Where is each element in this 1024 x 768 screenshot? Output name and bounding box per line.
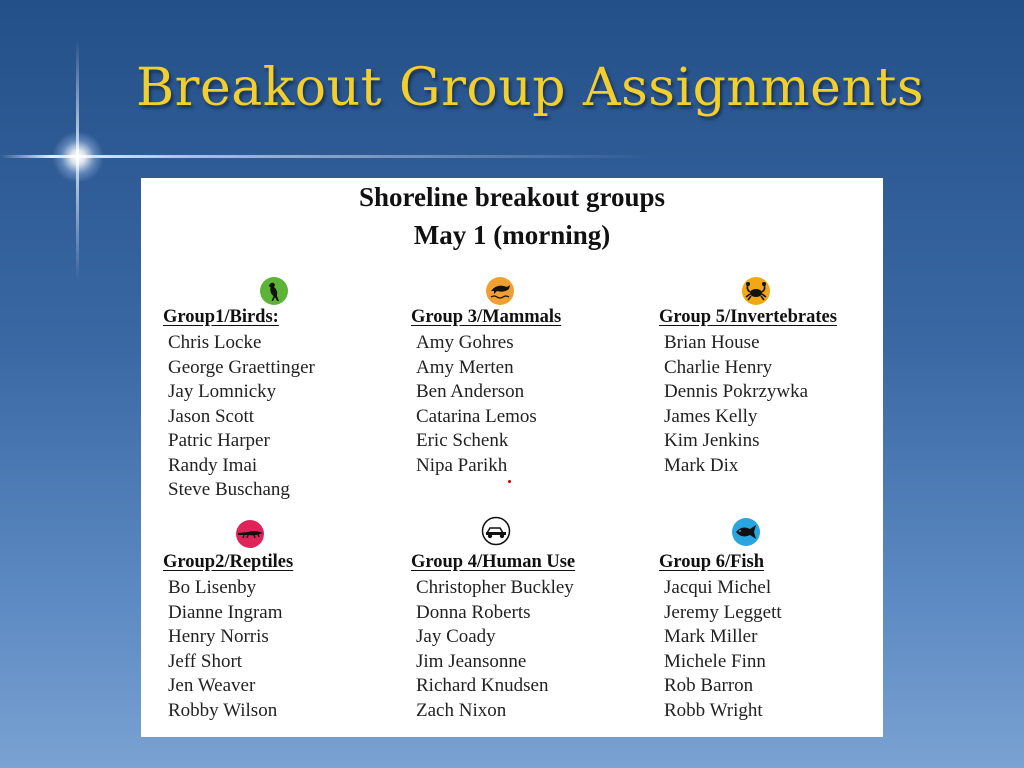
member-name: Christopher Buckley: [416, 577, 574, 598]
member-name: Dennis Pokrzywka: [664, 381, 809, 402]
crab-icon: [741, 276, 771, 306]
member-name: Jacqui Michel: [664, 577, 772, 598]
group-invertebrates-members: [664, 331, 808, 478]
member-name: Eric Schenk: [416, 430, 509, 451]
group-human-use-label: Group 4/Human Use: [411, 552, 576, 572]
group-mammals-label: Group 3/Mammals: [411, 307, 562, 327]
member-name: Kim Jenkins: [664, 430, 760, 451]
member-name: Ben Anderson: [416, 381, 525, 402]
group-invertebrates-label: Group 5/Invertebrates: [659, 307, 837, 327]
dolphin-icon: [485, 276, 515, 306]
member-name: Michele Finn: [664, 650, 766, 672]
member-name: James Kelly: [664, 405, 758, 427]
group-human-use-members: [416, 576, 574, 723]
member-name: Richard Knudsen: [416, 675, 549, 696]
member-name: Jen Weaver: [168, 675, 256, 696]
member-name: Jim Jeansonne: [416, 650, 527, 672]
star-flare-icon: [52, 131, 104, 183]
member-name: Jason Scott: [168, 405, 255, 427]
member-name: Jay Lomnicky: [168, 381, 277, 402]
member-name: Robb Wright: [664, 699, 763, 721]
stray-mark: [508, 480, 511, 483]
member-name: Zach Nixon: [416, 699, 507, 721]
breakout-groups-panel: [141, 178, 883, 737]
vehicle-icon: [481, 516, 511, 546]
member-name: Jay Coady: [416, 626, 496, 647]
alligator-icon: [235, 519, 265, 549]
group-mammals-members: [416, 331, 537, 478]
member-name: Jeremy Leggett: [664, 601, 782, 623]
member-name: Donna Roberts: [416, 601, 531, 623]
member-name: Jeff Short: [168, 650, 243, 672]
member-name: Dianne Ingram: [168, 601, 283, 623]
bird-icon: [259, 276, 289, 306]
member-name: Bo Lisenby: [168, 577, 257, 598]
member-name: Amy Gohres: [416, 332, 514, 353]
member-name: Mark Dix: [664, 454, 739, 476]
member-name: Chris Locke: [168, 332, 262, 353]
group-birds-members: [168, 331, 315, 503]
group-fish-label: Group 6/Fish: [659, 552, 765, 572]
member-name: Amy Merten: [416, 356, 514, 378]
member-name: Robby Wilson: [168, 699, 278, 721]
member-name: Mark Miller: [664, 626, 758, 647]
fish-icon: [731, 517, 761, 547]
panel-title-line1: Shoreline breakout groups: [358, 182, 666, 212]
group-reptiles-label: Group2/Reptiles: [163, 552, 294, 572]
slide-title: Breakout Group Assignments: [135, 58, 925, 118]
member-name: Charlie Henry: [664, 356, 773, 378]
group-fish-members: [664, 576, 782, 723]
group-birds-label: Group1/Birds:: [163, 307, 279, 327]
member-name: Brian House: [664, 332, 760, 353]
member-name: Henry Norris: [168, 626, 269, 647]
member-name: Nipa Parikh: [416, 454, 508, 476]
member-name: Rob Barron: [664, 675, 754, 696]
member-name: George Graettinger: [168, 356, 315, 378]
panel-title-line2: May 1 (morning): [413, 220, 611, 250]
group-reptiles-members: [168, 576, 282, 723]
member-name: Randy Imai: [168, 454, 258, 476]
member-name: Steve Buschang: [168, 479, 290, 500]
member-name: Patric Harper: [168, 430, 270, 451]
member-name: Catarina Lemos: [416, 405, 537, 427]
